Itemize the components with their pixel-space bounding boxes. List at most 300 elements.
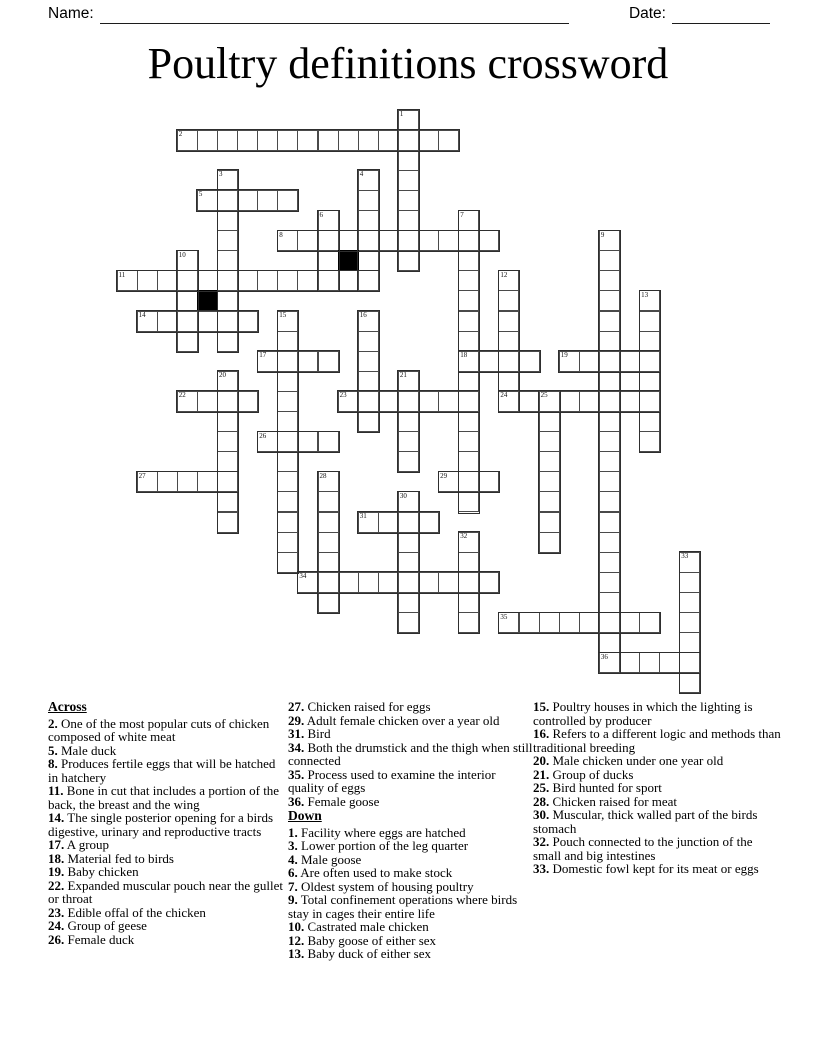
grid-cell — [599, 311, 620, 332]
grid-cell — [599, 532, 620, 553]
clue-text: Facility where eggs are hatched — [297, 824, 466, 840]
grid-cell — [398, 230, 419, 251]
clue-item-down-10 — [288, 920, 534, 934]
grid-cell — [277, 431, 298, 452]
grid-cell — [398, 170, 419, 191]
clue-text: Male chicken under one year old — [549, 753, 724, 768]
grid-cell-number-36: 36 — [600, 652, 608, 661]
clue-text: Both the drumstick and the thigh when still connected — [288, 739, 533, 768]
clue-number: 15. — [533, 699, 550, 714]
clue-item-across-23 — [48, 906, 288, 920]
grid-cell — [358, 210, 379, 231]
grid-cell — [639, 331, 660, 352]
clue-item-across-29 — [288, 714, 534, 728]
clue-text: Domestic fowl kept for its meat or eggs — [549, 861, 759, 876]
grid-cell — [197, 471, 218, 492]
grid-cell — [619, 391, 640, 412]
grid-cell — [318, 512, 339, 533]
clue-number: 23. — [48, 904, 65, 920]
clue-number: 21. — [533, 766, 550, 782]
grid-cell — [418, 391, 439, 412]
grid-cell-number-16: 16 — [359, 311, 367, 319]
clue-text: Lower portion of the leg quarter — [297, 838, 469, 853]
page-title: Poultry definitions crossword — [147, 39, 669, 88]
grid-cell — [157, 471, 178, 492]
clue-item-down-15 — [533, 700, 781, 727]
grid-cell — [418, 230, 439, 251]
clue-item-down-6 — [288, 866, 534, 880]
grid-cell — [217, 491, 238, 512]
clue-number: 8. — [48, 756, 58, 771]
clue-item-across-31 — [288, 727, 534, 741]
grid-cell-number-8: 8 — [279, 230, 283, 239]
grid-cell — [438, 230, 459, 251]
clue-text: Oldest system of housing poultry — [297, 878, 474, 894]
grid-cell-number-1: 1 — [399, 110, 404, 118]
grid-cell — [599, 270, 620, 291]
clue-text: Expanded muscular pouch near the gullet or throat — [48, 877, 284, 906]
grid-cell — [297, 431, 318, 452]
grid-cell — [257, 190, 278, 211]
grid-cell — [539, 411, 560, 432]
grid-cell — [559, 612, 580, 633]
grid-cell — [277, 532, 298, 553]
clue-number: 29. — [288, 712, 305, 728]
grid-cell — [398, 130, 419, 151]
clue-number: 12. — [288, 932, 305, 948]
clue-item-across-36 — [288, 795, 534, 809]
grid-cell — [458, 331, 479, 352]
grid-cell — [378, 572, 399, 593]
grid-cell — [599, 572, 620, 593]
grid-cell-number-30: 30 — [399, 491, 407, 500]
grid-cell — [358, 130, 379, 151]
grid-cell — [458, 270, 479, 291]
clue-text: Bird — [304, 726, 331, 741]
grid-cell — [418, 512, 439, 533]
grid-cell-number-34: 34 — [299, 572, 307, 581]
clue-item-down-1 — [288, 826, 534, 840]
clue-text: Group of geese — [64, 918, 147, 933]
grid-cell — [358, 391, 379, 412]
grid-cell — [679, 592, 700, 613]
clue-text: Process used to examine the interior quality of eggs — [288, 766, 496, 795]
grid-cell — [519, 351, 540, 372]
clue-number: 10. — [288, 919, 305, 934]
grid-cell-number-33: 33 — [681, 552, 689, 561]
grid-cell — [297, 351, 318, 372]
clue-text: Male goose — [297, 851, 362, 867]
grid-cell — [177, 331, 198, 352]
clue-number: 11. — [48, 783, 64, 798]
clue-item-across-24 — [48, 919, 288, 933]
clue-item-across-26 — [48, 933, 288, 947]
grid-cell — [318, 532, 339, 553]
clue-text: Muscular, thick walled part of the birds stomach — [533, 807, 758, 836]
grid-cell — [197, 311, 218, 332]
grid-cell — [318, 431, 339, 452]
grid-cell-number-4: 4 — [359, 170, 364, 179]
grid-cell — [639, 311, 660, 332]
grid-cell — [679, 612, 700, 633]
grid-cell-black — [197, 290, 218, 311]
grid-cell — [599, 491, 620, 512]
clue-item-down-4 — [288, 853, 534, 867]
grid-cell — [458, 572, 479, 593]
clue-number: 18. — [48, 850, 65, 866]
grid-cell — [358, 371, 379, 392]
grid-cell — [498, 351, 519, 372]
grid-cell — [297, 230, 318, 251]
grid-cell — [318, 270, 339, 291]
grid-cell — [398, 572, 419, 593]
grid-cell-number-19: 19 — [560, 351, 568, 360]
grid-cell — [639, 612, 660, 633]
clue-number: 22. — [48, 877, 65, 893]
clue-column-1 — [48, 700, 288, 946]
grid-cell — [217, 250, 238, 271]
grid-cell — [599, 351, 620, 372]
grid-cell-number-25: 25 — [540, 391, 548, 400]
grid-cell — [398, 250, 419, 271]
grid-cell — [458, 491, 479, 512]
grid-cell-number-20: 20 — [219, 371, 226, 380]
grid-cell — [177, 270, 198, 291]
grid-cell — [418, 572, 439, 593]
grid-cell — [458, 411, 479, 432]
grid-cell — [599, 331, 620, 352]
grid-cell-number-15: 15 — [279, 311, 287, 319]
grid-cell-number-21: 21 — [399, 371, 407, 380]
grid-cell — [277, 411, 298, 432]
grid-cell — [358, 331, 379, 352]
grid-cell — [478, 351, 499, 372]
grid-cell — [498, 290, 519, 311]
grid-cell-number-17: 17 — [259, 351, 267, 360]
grid-cell — [438, 391, 459, 412]
grid-cell-number-31: 31 — [359, 512, 367, 520]
grid-cell — [458, 451, 479, 472]
grid-cell-number-32: 32 — [460, 532, 468, 541]
grid-cell — [398, 391, 419, 412]
grid-cell — [679, 572, 700, 593]
clue-number: 35. — [288, 766, 305, 782]
clue-number: 13. — [288, 946, 305, 961]
grid-cell — [338, 230, 359, 251]
grid-cell — [539, 612, 560, 633]
grid-cell — [358, 270, 379, 291]
clue-number: 32. — [533, 834, 550, 849]
clue-item-across-22 — [48, 879, 288, 906]
grid-cell — [217, 190, 238, 211]
clue-text: Baby goose of either sex — [304, 932, 437, 948]
clue-text: Group of ducks — [549, 766, 634, 782]
grid-cell — [177, 311, 198, 332]
grid-cell — [297, 270, 318, 291]
grid-cell — [478, 471, 499, 492]
grid-cell — [619, 351, 640, 372]
grid-cell — [418, 130, 439, 151]
grid-cell — [458, 290, 479, 311]
clue-number: 31. — [288, 726, 305, 741]
grid-cell — [197, 130, 218, 151]
clue-item-down-21 — [533, 768, 781, 782]
grid-cell — [358, 572, 379, 593]
grid-cell — [297, 130, 318, 151]
grid-cell — [398, 532, 419, 553]
grid-cell — [277, 451, 298, 472]
grid-cell — [217, 451, 238, 472]
grid-cell-number-10: 10 — [178, 250, 186, 259]
clue-number: 14. — [48, 810, 65, 825]
clue-item-across-27 — [288, 700, 534, 714]
clue-number: 33. — [533, 861, 550, 876]
clue-item-down-3 — [288, 839, 534, 853]
grid-cell-number-3: 3 — [219, 170, 223, 179]
grid-cell — [579, 391, 600, 412]
clue-number: 24. — [48, 918, 65, 933]
grid-cell-number-11: 11 — [118, 270, 126, 279]
grid-cell — [458, 431, 479, 452]
grid-cell — [599, 411, 620, 432]
grid-cell — [599, 612, 620, 633]
clue-text: Poultry houses in which the lighting is controlled by producer — [533, 699, 753, 728]
grid-cell — [599, 592, 620, 613]
grid-cell — [559, 391, 580, 412]
grid-cell — [277, 512, 298, 533]
grid-cell — [318, 572, 339, 593]
grid-cell — [398, 431, 419, 452]
clue-header-across: Across — [48, 699, 87, 714]
clue-column-2 — [288, 700, 534, 961]
grid-cell — [378, 130, 399, 151]
grid-cell — [277, 130, 298, 151]
grid-cell — [217, 411, 238, 432]
clue-item-down-16 — [533, 727, 781, 754]
clue-text: Male duck — [57, 742, 117, 758]
grid-cell — [257, 130, 278, 151]
clue-text: Castrated male chicken — [304, 919, 429, 934]
grid-cell — [277, 190, 298, 211]
clue-item-down-20 — [533, 754, 781, 768]
clue-text: The single posterior opening for a birds digestive, urinary and reproductive tracts — [48, 810, 274, 839]
clue-number: 1. — [288, 824, 298, 840]
clue-item-down-33 — [533, 862, 781, 876]
grid-cell — [358, 250, 379, 271]
grid-cell — [318, 230, 339, 251]
grid-cell — [458, 391, 479, 412]
grid-cell — [599, 371, 620, 392]
grid-cell — [599, 290, 620, 311]
grid-cell — [579, 351, 600, 372]
grid-cell-number-22: 22 — [178, 391, 186, 400]
clue-text: Female goose — [304, 793, 380, 809]
grid-cell-number-26: 26 — [259, 431, 267, 440]
clue-number: 20. — [533, 753, 550, 768]
grid-cell — [398, 512, 419, 533]
grid-cell — [398, 190, 419, 211]
grid-cell — [398, 552, 419, 573]
grid-cell — [237, 190, 258, 211]
grid-cell — [277, 391, 298, 412]
clue-number: 9. — [288, 892, 298, 907]
clue-text: One of the most popular cuts of chicken composed of white meat — [48, 715, 270, 744]
grid-cell — [599, 451, 620, 472]
grid-cell — [318, 250, 339, 271]
grid-cell — [318, 491, 339, 512]
grid-cell — [599, 250, 620, 271]
clue-number: 26. — [48, 931, 65, 947]
clue-item-across-34 — [288, 741, 534, 768]
clue-item-down-7 — [288, 880, 534, 894]
grid-cell-number-14: 14 — [138, 311, 146, 319]
grid-cell-number-23: 23 — [339, 391, 347, 400]
grid-cell — [378, 391, 399, 412]
clue-text: Baby duck of either sex — [304, 946, 431, 961]
clue-number: 19. — [48, 864, 65, 879]
grid-cell — [458, 371, 479, 392]
clue-text: Edible offal of the chicken — [64, 904, 206, 920]
grid-cell — [599, 391, 620, 412]
clue-item-down-28 — [533, 795, 781, 809]
grid-cell — [458, 311, 479, 332]
clue-text: Are often used to make stock — [297, 865, 453, 880]
clue-number: 7. — [288, 878, 298, 894]
grid-cell — [237, 391, 258, 412]
grid-cell-number-24: 24 — [500, 391, 508, 400]
grid-cell — [539, 431, 560, 452]
grid-cell — [398, 592, 419, 613]
grid-cell — [679, 652, 700, 673]
clue-item-down-9 — [288, 893, 534, 920]
grid-cell — [358, 230, 379, 251]
clue-item-across-19 — [48, 865, 288, 879]
clue-item-across-11 — [48, 784, 288, 811]
clue-number: 4. — [288, 851, 298, 867]
clue-item-down-25 — [533, 781, 781, 795]
grid-cell — [438, 572, 459, 593]
grid-cell-number-5: 5 — [198, 190, 203, 199]
clue-text: Chicken raised for meat — [549, 793, 678, 809]
grid-cell — [257, 270, 278, 291]
grid-cell — [277, 552, 298, 573]
clue-text: Adult female chicken over a year old — [304, 712, 500, 728]
grid-cell — [358, 351, 379, 372]
grid-cell — [338, 270, 359, 291]
clue-item-across-14 — [48, 811, 288, 838]
grid-cell — [217, 331, 238, 352]
clue-number: 25. — [533, 780, 550, 795]
grid-cell — [519, 391, 540, 412]
grid-cell — [539, 532, 560, 553]
grid-cell — [458, 230, 479, 251]
grid-cell — [277, 371, 298, 392]
grid-cell — [519, 612, 540, 633]
grid-cell — [619, 652, 640, 673]
grid-cell — [197, 270, 218, 291]
clue-column-3 — [533, 700, 781, 876]
grid-cell — [318, 592, 339, 613]
grid-cell-number-13: 13 — [641, 290, 649, 299]
grid-cell — [599, 632, 620, 653]
grid-cell — [338, 130, 359, 151]
grid-cell — [619, 612, 640, 633]
clue-number: 17. — [48, 837, 65, 852]
clue-item-down-12 — [288, 934, 534, 948]
grid-cell-number-35: 35 — [500, 612, 508, 621]
date-field-label: Date: — [628, 5, 666, 22]
grid-cell — [217, 311, 238, 332]
clue-item-down-30 — [533, 808, 781, 835]
clue-item-across-8 — [48, 757, 288, 784]
grid-cell — [217, 431, 238, 452]
clue-text: A group — [64, 837, 110, 852]
clue-number: 34. — [288, 739, 305, 755]
grid-cell — [137, 270, 158, 291]
clue-item-down-32 — [533, 835, 781, 862]
grid-cell — [378, 512, 399, 533]
grid-cell — [599, 431, 620, 452]
grid-cell — [478, 572, 499, 593]
grid-cell-number-18: 18 — [460, 351, 468, 360]
clue-text: Chicken raised for eggs — [304, 699, 431, 714]
grid-cell-number-27: 27 — [138, 471, 146, 480]
clue-number: 3. — [288, 838, 298, 853]
grid-cell — [398, 150, 419, 171]
grid-cell — [378, 230, 399, 251]
clue-text: Produces fertile eggs that will be hatched in hatchery — [48, 756, 276, 785]
grid-cell — [217, 210, 238, 231]
clue-item-across-35 — [288, 768, 534, 795]
grid-cell — [277, 491, 298, 512]
clue-text: Refers to a different logic and methods than traditional breeding — [533, 726, 781, 755]
grid-cell — [318, 351, 339, 372]
grid-cell — [639, 371, 660, 392]
clue-text: Baby chicken — [64, 864, 139, 879]
grid-cell — [277, 270, 298, 291]
grid-cell-number-7: 7 — [460, 210, 464, 219]
grid-cell — [539, 491, 560, 512]
grid-cell — [398, 210, 419, 231]
grid-cell — [398, 451, 419, 472]
grid-cell — [237, 311, 258, 332]
grid-cell — [458, 471, 479, 492]
grid-cell — [217, 391, 238, 412]
grid-cell — [539, 512, 560, 533]
grid-cell-number-2: 2 — [178, 130, 183, 139]
grid-cell — [639, 391, 660, 412]
clue-item-across-18 — [48, 852, 288, 866]
clue-text: Female duck — [64, 931, 135, 947]
grid-cell — [177, 290, 198, 311]
name-field-label: Name: — [48, 5, 94, 22]
grid-cell — [458, 250, 479, 271]
clue-text: Pouch connected to the junction of the small and big intestines — [533, 834, 753, 863]
clue-item-down-13 — [288, 947, 534, 961]
clue-number: 27. — [288, 699, 305, 714]
clue-item-across-2 — [48, 717, 288, 744]
grid-cell — [358, 190, 379, 211]
grid-cell — [177, 471, 198, 492]
grid-cell-black — [338, 250, 359, 271]
clue-header-down: Down — [288, 808, 322, 823]
grid-cell — [498, 311, 519, 332]
grid-cell — [438, 130, 459, 151]
grid-cell — [478, 230, 499, 251]
grid-cell — [679, 672, 700, 693]
grid-cell — [217, 270, 238, 291]
grid-cell-number-28: 28 — [319, 471, 327, 480]
